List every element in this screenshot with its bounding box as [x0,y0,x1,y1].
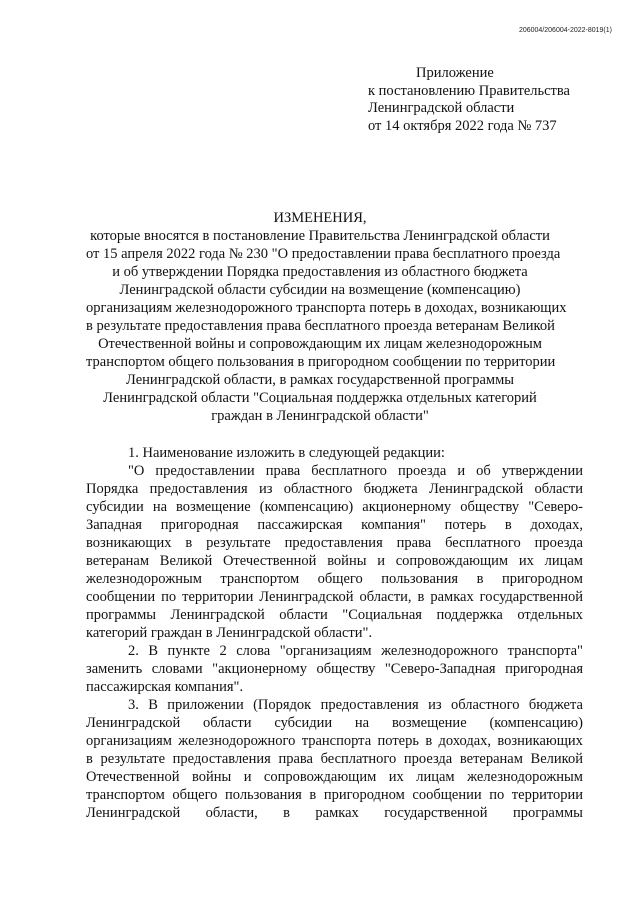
body-word: "Северо-Западная [384,661,496,677]
body-word: отдельных [517,607,583,623]
body-word: их [388,769,404,785]
body-word: по [489,787,505,803]
body-word: заменить [86,661,143,677]
body-line [86,534,583,552]
body-word: Отечественной [86,769,180,785]
body-word: на [354,715,370,731]
body-line [86,804,583,822]
body-line [86,768,583,786]
body-word: области [279,607,328,623]
body-word: железнодорожного [178,733,296,749]
body-word: области, [205,805,258,821]
body-word: проезда [534,535,583,551]
body-word: в [476,571,484,587]
body-line [86,552,583,570]
body-line [86,714,583,732]
body-line [86,588,583,606]
body-word: предоставления [172,751,271,767]
body-word: "акционерному [212,661,307,677]
body-line [86,462,583,480]
body-word: поддержка [436,607,503,623]
body-line [86,750,583,768]
body-word: на [152,499,168,515]
body-line [86,786,583,804]
body-word: железнодорожным [86,571,202,587]
body-word: потерь [377,733,419,749]
body-word: общего [172,787,218,803]
body-word: права [278,751,313,767]
body-word: ветеранам [459,751,523,767]
body-word: в [185,535,193,551]
body-word: предоставления [284,535,383,551]
body-line [86,642,583,660]
body-word: области [203,715,252,731]
body-line: категорий граждан в Ленинградской области". [86,625,373,641]
body-word: приложении [167,697,244,713]
body-word: программы [86,607,156,623]
body-word: их [518,553,534,569]
body-word: пригородном [501,571,583,587]
body-line [86,480,583,498]
body-word: бесплатного [320,751,397,767]
body-word: государственной [479,589,583,605]
body-word: утверждении [501,463,583,479]
body-word: государственной [384,805,488,821]
appendix-line: Приложение [416,65,494,81]
body-word: областного [283,481,353,497]
heading-line: граждан в Ленинградской области" [211,408,429,424]
document-body [86,444,583,822]
body-word: результате [100,751,166,767]
body-word: предоставлении [155,463,255,479]
body-word: Ленинградской [259,589,354,605]
body-word: войны [327,553,367,569]
appendix-line: к постановлению Правительства [368,82,570,99]
body-word: областного [450,697,520,713]
body-word: проезда [403,751,453,767]
body-word: доходах, [530,517,583,533]
heading-line: Ленинградской области субсидии на возмещение (компенсацию) [119,282,521,298]
body-word: результате [206,535,271,551]
heading-line: Ленинградской области "Социальная поддержка отдельных категорий [103,390,537,406]
body-line [86,516,583,534]
body-word: в [283,805,290,821]
body-word: "Социальная [342,607,422,623]
body-line [86,570,583,588]
changes-heading [86,209,567,425]
body-word: субсидии [274,715,333,731]
body-word: транспортом [220,571,300,587]
body-word: возникающих [497,733,583,749]
body-word: пользования [225,787,302,803]
heading-line: в результате предоставления права бесплатного проезда ветеранам Великой [86,318,555,334]
heading-line: Отечественной войны и сопровождающим их лицам железнодорожным [98,336,542,352]
heading-title: ИЗМЕНЕНИЯ, [273,210,367,226]
body-word: (компенсацию) [259,499,354,515]
body-word: транспортом [86,787,165,803]
body-word: общего [317,571,363,587]
body-word: транспорта" [507,643,583,659]
body-word: организациям [86,733,172,749]
body-word: пригородная [505,661,583,677]
body-word: Великой [159,553,213,569]
body-word: бесплатного [445,535,521,551]
heading-line: от 15 апреля 2022 года № 230 "О предоставлении права бесплатного проезда [86,246,561,262]
body-word: (компенсацию) [489,715,583,731]
body-word: в [504,517,512,533]
heading-line: которые вносятся в постановление Правительства Ленинградской области [90,228,550,244]
heading-line: и об утверждении Порядка предоставления из областного бюджета [112,264,528,280]
body-word: рамках [430,589,474,605]
body-word: и [377,553,385,569]
body-word: Ленинградской [170,607,265,623]
body-word: сообщении [86,589,156,605]
body-word: 3. [128,697,139,713]
body-word: территории [182,589,254,605]
body-word: из [428,697,442,713]
body-word: возникающих [86,535,172,551]
body-word: проезда [397,463,447,479]
body-word: 2. [128,643,139,659]
body-line [86,606,583,624]
body-word: Ленинградской [86,715,181,731]
body-word: сопровождающим [263,769,377,785]
body-word: и [457,463,466,479]
body-word: пригородном [323,787,405,803]
body-line [86,732,583,750]
body-line: 1. Наименование изложить в следующей редакции: [128,445,445,461]
body-word: рамках [315,805,359,821]
body-word: бюджета [528,697,583,713]
body-line [86,660,583,678]
body-word: "организациям [279,643,372,659]
body-word: бюджета [363,481,418,497]
body-word: Великой [530,751,583,767]
body-word: территории [511,787,583,803]
body-word: транспорта [301,733,372,749]
body-word: права [396,535,432,551]
body-word: об [476,463,491,479]
body-word: железнодорожным [467,769,583,785]
body-word: обществу [460,499,520,515]
body-word: обществу [316,661,376,677]
body-word: пассажирская [257,517,343,533]
body-word: по [161,589,177,605]
body-word: Порядка [86,481,139,497]
body-word: В [148,643,159,659]
body-word: железнодорожного [381,643,499,659]
body-lines [86,444,583,822]
body-word: 2 [219,643,227,659]
body-word: ветеранам [86,553,150,569]
body-word: потерь [444,517,487,533]
body-word: возмещение [176,499,251,515]
body-word: в [309,787,317,803]
body-line [86,498,583,516]
body-line [86,696,583,714]
body-word: области, [359,589,412,605]
body-word: лицам [416,769,455,785]
body-word: субсидии [86,499,144,515]
body-word: в [425,733,433,749]
body-line: пассажирская компания". [86,679,244,695]
document-id: 206004/206004-2022-8019(1) [518,27,612,34]
appendix-line: от 14 октября 2022 года № 737 [368,117,557,134]
body-word: Западная [86,517,142,533]
body-word: (Порядок [253,697,312,713]
body-word: слова [236,643,271,659]
body-word: пригородная [160,517,239,533]
body-word: предоставления [320,697,419,713]
appendix-line: Ленинградской области [368,100,515,116]
body-word: в [417,589,425,605]
heading-line: транспортом общего пользования в пригородном сообщении по территории [86,354,556,370]
heading-line: Ленинградской области, в рамках государственной программы [126,372,514,388]
body-word: и [243,769,252,785]
body-word: предоставления [149,481,248,497]
body-word: словами [151,661,203,677]
body-word: Ленинградской [86,805,181,821]
heading-line: организациям железнодорожного транспорта потерь в доходах, возникающих [86,300,567,316]
body-word: войны [191,769,232,785]
body-word: В [148,697,158,713]
body-word: "О [128,463,145,479]
appendix-block [368,65,570,135]
body-word: доходах, [438,733,492,749]
body-word: из [259,481,273,497]
body-word: лицам [544,553,583,569]
body-word: в [86,751,93,767]
body-word: пользования [381,571,459,587]
body-word: сопровождающим [395,553,509,569]
body-word: бесплатного [311,463,387,479]
body-word: права [265,463,301,479]
body-word: компания" [361,517,426,533]
body-word: Ленинградской [428,481,524,497]
body-word: Отечественной [222,553,317,569]
body-word: "Северо- [528,499,583,515]
body-word: пункте [167,643,210,659]
body-word: области [534,481,583,497]
body-word: возмещение [391,715,467,731]
body-word: сообщении [412,787,482,803]
body-word: программы [512,805,583,821]
body-word: акционерному [362,499,452,515]
